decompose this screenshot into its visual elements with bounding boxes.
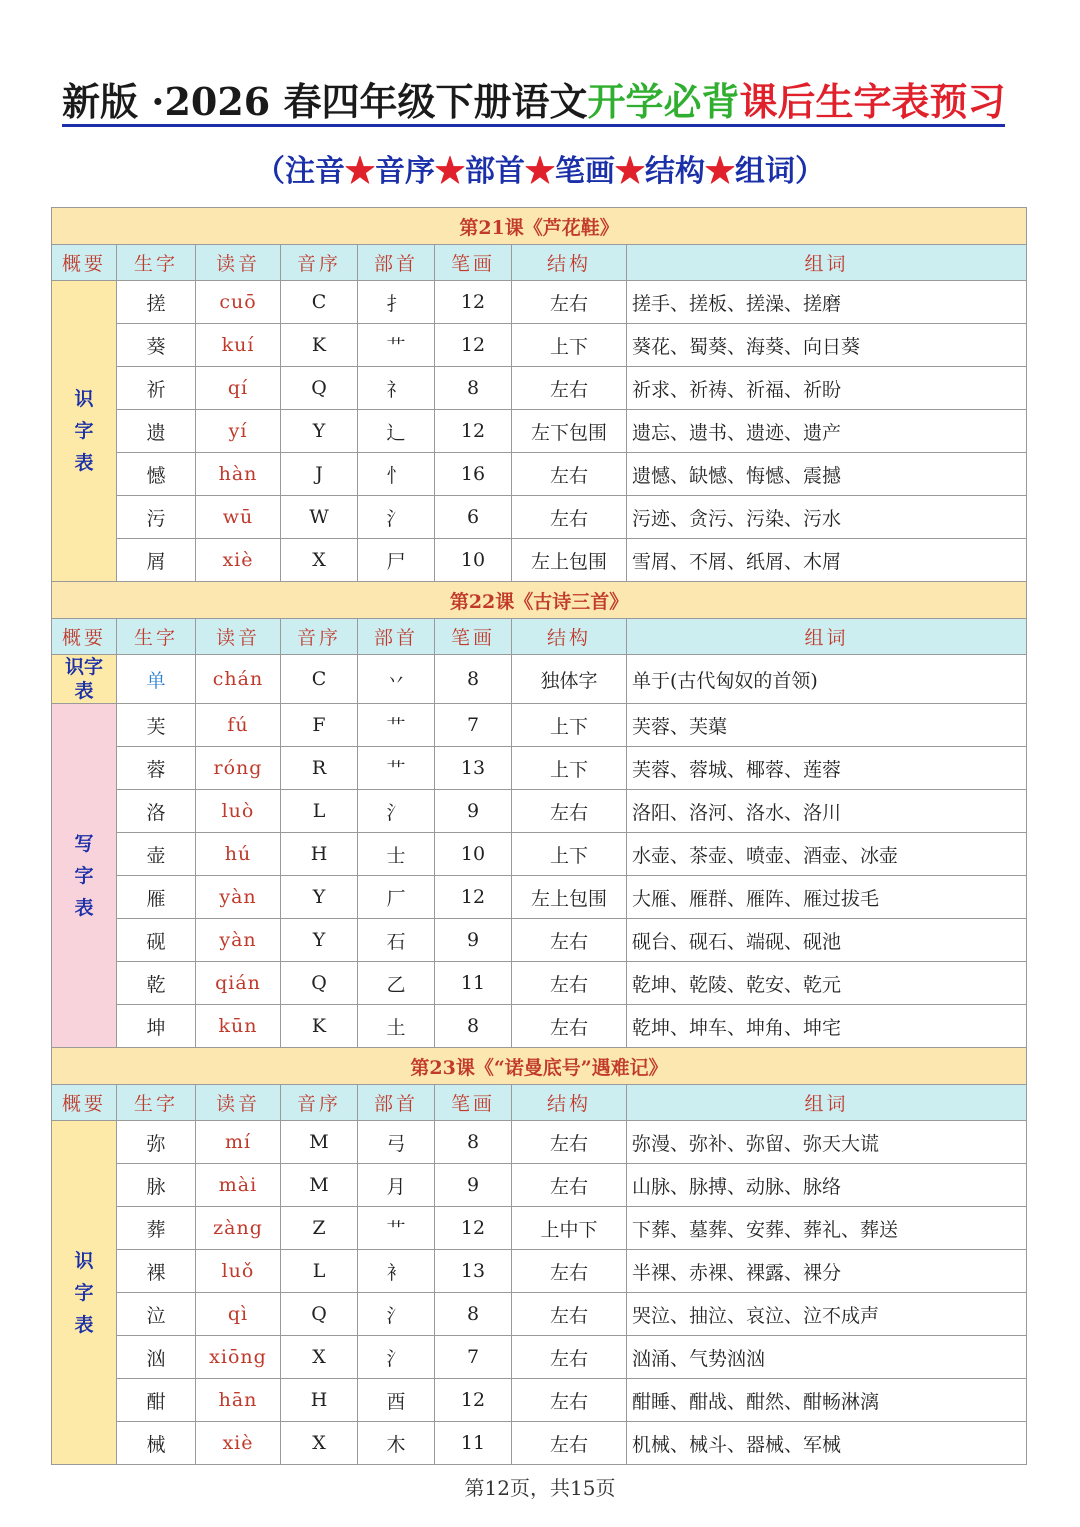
strokes-cell: 12 [435,324,512,367]
column-header: 部首 [358,245,435,281]
char-cell: 单 [117,655,196,704]
structure-cell: 左右 [512,1422,627,1465]
char-cell: 污 [117,496,196,539]
page-footer: 第12页，共15页 [464,1476,616,1500]
lesson-title-row [52,208,1027,245]
table-header-row [52,619,1027,655]
column-header: 生字 [117,619,196,655]
pinyin-cell: hú [196,833,281,876]
initial-cell: Q [281,367,358,410]
structure-cell: 左右 [512,453,627,496]
pinyin-cell: kūn [196,1005,281,1048]
char-cell: 芙 [117,704,196,747]
structure-cell: 左右 [512,962,627,1005]
structure-cell: 左右 [512,790,627,833]
subtitle-item: 组词 [735,154,795,189]
pinyin-cell: wū [196,496,281,539]
table-row [52,1293,1027,1336]
char-cell: 蓉 [117,747,196,790]
table-row [52,1336,1027,1379]
words-cell: 半裸、赤裸、裸露、裸分 [627,1250,1027,1293]
lesson-title: 第23课《“诺曼底号”遇难记》 [52,1048,1027,1085]
structure-cell: 左右 [512,1005,627,1048]
pinyin-cell: zàng [196,1207,281,1250]
radical-cell: 艹 [358,1207,435,1250]
strokes-cell: 8 [435,1005,512,1048]
table-row [52,1005,1027,1048]
category-label: 写字表 [74,832,94,919]
words-cell: 弥漫、弥补、弥留、弥天大谎 [627,1121,1027,1164]
strokes-cell: 7 [435,704,512,747]
structure-cell: 左上包围 [512,539,627,582]
char-cell: 裸 [117,1250,196,1293]
column-header: 生字 [117,245,196,281]
words-cell: 山脉、脉搏、动脉、脉络 [627,1164,1027,1207]
structure-cell: 左右 [512,1164,627,1207]
table-row [52,1379,1027,1422]
char-cell: 憾 [117,453,196,496]
category-label: 识字表 [64,656,103,702]
initial-cell: Y [281,919,358,962]
strokes-cell: 13 [435,747,512,790]
column-header: 读音 [196,1085,281,1121]
category-label: 识字表 [74,1249,94,1336]
lesson-title-row [52,582,1027,619]
words-cell: 哭泣、抽泣、哀泣、泣不成声 [627,1293,1027,1336]
table-row [52,324,1027,367]
initial-cell: Y [281,876,358,919]
table-row [52,453,1027,496]
initial-cell: Y [281,410,358,453]
structure-cell: 上下 [512,833,627,876]
words-cell: 雪屑、不屑、纸屑、木屑 [627,539,1027,582]
column-header: 笔画 [435,1085,512,1121]
initial-cell: X [281,1336,358,1379]
strokes-cell: 9 [435,790,512,833]
initial-cell: M [281,1121,358,1164]
char-cell: 雁 [117,876,196,919]
table-header-row [52,245,1027,281]
table-row [52,919,1027,962]
strokes-cell: 8 [435,1121,512,1164]
strokes-cell: 12 [435,281,512,324]
radical-cell: 艹 [358,324,435,367]
lesson-title-row [52,1048,1027,1085]
column-header: 音序 [281,245,358,281]
pinyin-cell: kuí [196,324,281,367]
pinyin-cell: xiè [196,539,281,582]
words-cell: 酣睡、酣战、酣然、酣畅淋漓 [627,1379,1027,1422]
column-header: 笔画 [435,245,512,281]
initial-cell: J [281,453,358,496]
radical-cell: 氵 [358,1336,435,1379]
char-cell: 屑 [117,539,196,582]
char-cell: 脉 [117,1164,196,1207]
pinyin-cell: yàn [196,919,281,962]
strokes-cell: 11 [435,1422,512,1465]
radical-cell: 衤 [358,1250,435,1293]
star-icon: ★ [435,154,465,189]
words-cell: 遗憾、缺憾、悔憾、震撼 [627,453,1027,496]
pinyin-cell: luǒ [196,1250,281,1293]
char-cell: 葬 [117,1207,196,1250]
strokes-cell: 8 [435,655,512,704]
title-part-3: 课后生字表预习 [739,79,1005,127]
radical-cell: 礻 [358,367,435,410]
words-cell: 芙蓉、蓉城、椰蓉、莲蓉 [627,747,1027,790]
initial-cell: Q [281,1293,358,1336]
radical-cell: 月 [358,1164,435,1207]
strokes-cell: 7 [435,1336,512,1379]
radical-cell: 酉 [358,1379,435,1422]
char-cell: 砚 [117,919,196,962]
table-row [52,539,1027,582]
table-row [52,281,1027,324]
structure-cell: 左下包围 [512,410,627,453]
initial-cell: K [281,324,358,367]
structure-cell: 上下 [512,747,627,790]
structure-cell: 左右 [512,281,627,324]
words-cell: 葵花、蜀葵、海葵、向日葵 [627,324,1027,367]
initial-cell: Q [281,962,358,1005]
words-cell: 汹涌、气势汹汹 [627,1336,1027,1379]
table-row [52,1422,1027,1465]
words-cell: 单于(古代匈奴的首领) [627,655,1027,704]
pinyin-cell: qí [196,367,281,410]
subtitle-item: 注音 [285,154,345,189]
initial-cell: R [281,747,358,790]
subtitle-item: 结构 [645,154,705,189]
char-cell: 汹 [117,1336,196,1379]
initial-cell: L [281,1250,358,1293]
strokes-cell: 16 [435,453,512,496]
radical-cell: 氵 [358,1293,435,1336]
structure-cell: 左右 [512,1293,627,1336]
category-cell [52,704,117,1048]
strokes-cell: 10 [435,833,512,876]
subtitle-close-paren: ） [795,154,825,189]
initial-cell: K [281,1005,358,1048]
category-cell [52,281,117,582]
initial-cell: H [281,1379,358,1422]
column-header: 概要 [52,245,117,281]
pinyin-cell: róng [196,747,281,790]
pinyin-cell: qì [196,1293,281,1336]
subtitle-open-paren: （ [255,154,285,189]
initial-cell: C [281,655,358,704]
column-header: 笔画 [435,619,512,655]
initial-cell: W [281,496,358,539]
structure-cell: 左右 [512,1250,627,1293]
radical-cell: 士 [358,833,435,876]
subtitle-item: 笔画 [555,154,615,189]
radical-cell: 石 [358,919,435,962]
words-cell: 祈求、祈祷、祈福、祈盼 [627,367,1027,410]
radical-cell: 氵 [358,790,435,833]
structure-cell: 上下 [512,324,627,367]
table-row [52,655,1027,704]
initial-cell: C [281,281,358,324]
table-row [52,962,1027,1005]
strokes-cell: 9 [435,919,512,962]
words-cell: 污迹、贪污、污染、污水 [627,496,1027,539]
strokes-cell: 11 [435,962,512,1005]
category-label: 识字表 [74,388,94,474]
pinyin-cell: hān [196,1379,281,1422]
radical-cell: 土 [358,1005,435,1048]
words-cell: 乾坤、乾陵、乾安、乾元 [627,962,1027,1005]
initial-cell: M [281,1164,358,1207]
initial-cell: L [281,790,358,833]
page-subtitle [0,150,1080,194]
strokes-cell: 9 [435,1164,512,1207]
radical-cell: 乙 [358,962,435,1005]
words-cell: 大雁、雁群、雁阵、雁过拔毛 [627,876,1027,919]
pinyin-cell: xiè [196,1422,281,1465]
char-cell: 弥 [117,1121,196,1164]
pinyin-cell: fú [196,704,281,747]
char-cell: 搓 [117,281,196,324]
words-cell: 洛阳、洛河、洛水、洛川 [627,790,1027,833]
column-header: 组词 [627,619,1027,655]
subtitle-item: 音序 [375,154,435,189]
table-row [52,1164,1027,1207]
star-icon: ★ [615,154,645,189]
radical-cell: 木 [358,1422,435,1465]
structure-cell: 左右 [512,919,627,962]
initial-cell: Z [281,1207,358,1250]
words-cell: 水壶、茶壶、喷壶、酒壶、冰壶 [627,833,1027,876]
radical-cell: 氵 [358,496,435,539]
strokes-cell: 10 [435,539,512,582]
char-cell: 酣 [117,1379,196,1422]
words-cell: 乾坤、坤车、坤角、坤宅 [627,1005,1027,1048]
char-cell: 乾 [117,962,196,1005]
words-cell: 遗忘、遗书、遗迹、遗产 [627,410,1027,453]
initial-cell: F [281,704,358,747]
column-header: 结构 [512,245,627,281]
strokes-cell: 13 [435,1250,512,1293]
column-header: 概要 [52,1085,117,1121]
radical-cell: 艹 [358,704,435,747]
strokes-cell: 6 [435,496,512,539]
strokes-cell: 8 [435,367,512,410]
pinyin-cell: cuō [196,281,281,324]
char-cell: 械 [117,1422,196,1465]
lesson-title: 第21课《芦花鞋》 [52,208,1027,245]
structure-cell: 上下 [512,704,627,747]
radical-cell: 艹 [358,747,435,790]
category-cell [52,1121,117,1465]
lesson-title: 第22课《古诗三首》 [52,582,1027,619]
table-row [52,790,1027,833]
initial-cell: X [281,1422,358,1465]
pinyin-cell: xiōng [196,1336,281,1379]
structure-cell: 左右 [512,1336,627,1379]
words-cell: 下葬、墓葬、安葬、葬礼、葬送 [627,1207,1027,1250]
pinyin-cell: qián [196,962,281,1005]
initial-cell: H [281,833,358,876]
words-cell: 芙蓉、芙蕖 [627,704,1027,747]
star-icon: ★ [705,154,735,189]
pinyin-cell: chán [196,655,281,704]
category-cell [52,655,117,704]
star-icon: ★ [345,154,375,189]
radical-cell: 忄 [358,453,435,496]
table-row [52,1250,1027,1293]
table-row [52,1207,1027,1250]
structure-cell: 左右 [512,1121,627,1164]
table-row [52,367,1027,410]
strokes-cell: 12 [435,876,512,919]
char-cell: 遗 [117,410,196,453]
title-part-1: 新版 ·2026 春四年级下册语文 [62,79,587,127]
subtitle-item: 部首 [465,154,525,189]
page-title [62,78,1022,126]
column-header: 音序 [281,1085,358,1121]
radical-cell: 尸 [358,539,435,582]
strokes-cell: 12 [435,1207,512,1250]
words-cell: 机械、械斗、器械、军械 [627,1422,1027,1465]
structure-cell: 左上包围 [512,876,627,919]
pinyin-cell: luò [196,790,281,833]
pinyin-cell: yàn [196,876,281,919]
column-header: 生字 [117,1085,196,1121]
strokes-cell: 12 [435,410,512,453]
structure-cell: 左右 [512,367,627,410]
char-cell: 壶 [117,833,196,876]
char-cell: 坤 [117,1005,196,1048]
table-row [52,876,1027,919]
char-cell: 泣 [117,1293,196,1336]
structure-cell: 上中下 [512,1207,627,1250]
title-part-2: 开学必背 [587,79,739,127]
column-header: 部首 [358,619,435,655]
column-header: 读音 [196,245,281,281]
initial-cell: X [281,539,358,582]
radical-cell: 弓 [358,1121,435,1164]
words-cell: 搓手、搓板、搓澡、搓磨 [627,281,1027,324]
radical-cell: 辶 [358,410,435,453]
radical-cell: 丷 [358,655,435,704]
table-row [52,747,1027,790]
column-header: 读音 [196,619,281,655]
table-row [52,410,1027,453]
pinyin-cell: mí [196,1121,281,1164]
table-row [52,496,1027,539]
char-cell: 祈 [117,367,196,410]
strokes-cell: 12 [435,1379,512,1422]
column-header: 部首 [358,1085,435,1121]
column-header: 结构 [512,619,627,655]
structure-cell: 左右 [512,496,627,539]
column-header: 组词 [627,245,1027,281]
pinyin-cell: mài [196,1164,281,1207]
structure-cell: 左右 [512,1379,627,1422]
vocabulary-table [51,207,1027,1465]
strokes-cell: 8 [435,1293,512,1336]
table-header-row [52,1085,1027,1121]
radical-cell: 厂 [358,876,435,919]
table-row [52,833,1027,876]
char-cell: 洛 [117,790,196,833]
table-row [52,1121,1027,1164]
char-cell: 葵 [117,324,196,367]
star-icon: ★ [525,154,555,189]
column-header: 概要 [52,619,117,655]
radical-cell: 扌 [358,281,435,324]
pinyin-cell: hàn [196,453,281,496]
pinyin-cell: yí [196,410,281,453]
structure-cell: 独体字 [512,655,627,704]
column-header: 结构 [512,1085,627,1121]
column-header: 音序 [281,619,358,655]
column-header: 组词 [627,1085,1027,1121]
words-cell: 砚台、砚石、端砚、砚池 [627,919,1027,962]
table-row [52,704,1027,747]
